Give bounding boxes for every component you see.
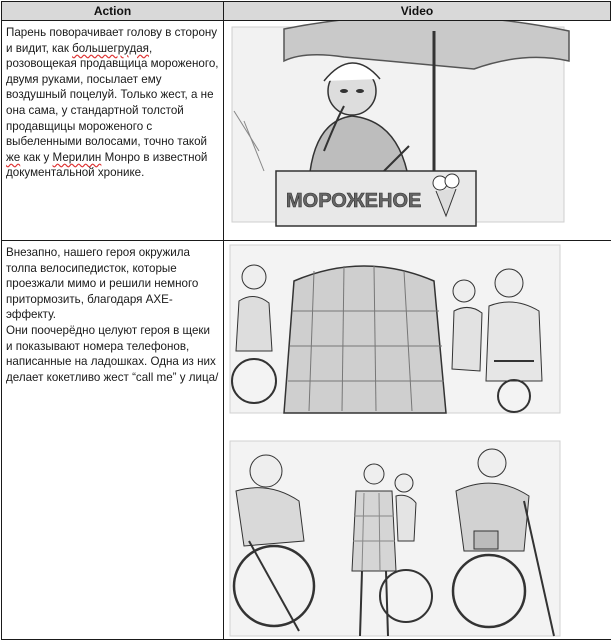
action-paragraph: Они поочерёдно целуют героя в щеки и показывают номера телефонов, написанные на ладошках. Одна из них делает кокетливо жест “call me” у лица/	[6, 323, 219, 384]
video-cell	[224, 241, 611, 640]
action-cell	[2, 21, 224, 241]
action-cell	[2, 241, 224, 640]
action-text	[2, 21, 223, 181]
table-row	[2, 21, 611, 241]
storyboard-table	[1, 1, 611, 640]
table-row	[2, 241, 611, 640]
sketch-ice-cream-seller	[224, 21, 611, 240]
header-action: Action	[2, 2, 224, 21]
video-cell	[224, 21, 611, 241]
action-text-part: Парень поворачивает голову в сторону и видит, как	[6, 26, 218, 55]
action-text	[2, 241, 223, 385]
spellcheck-word: большегрудая	[72, 41, 149, 55]
spellcheck-word: Мерилин	[52, 150, 102, 164]
header-video: Video	[224, 2, 611, 21]
spellcheck-word: же	[6, 150, 21, 164]
action-text-part: Монро в известной документальной хронике.	[6, 150, 208, 180]
sketch-cyclists-surround	[224, 241, 611, 639]
header-row	[2, 2, 611, 21]
action-paragraph: Внезапно, нашего героя окружила толпа велосипедисток, которые проезжали мимо и решили немного притормозить, благодаря AXE-эффекту.	[6, 246, 199, 322]
action-text-part: как у	[20, 150, 53, 164]
action-text-part: , розовощекая продавщица мороженого, двумя руками, посылает ему воздушный поцелуй. Только жест, а не она сама, у стандартной толстой продавщицы мороженого с выбеленными волосами, точно такой	[6, 41, 219, 149]
cart-sign: МОРОЖЕНОЕ	[286, 190, 422, 212]
